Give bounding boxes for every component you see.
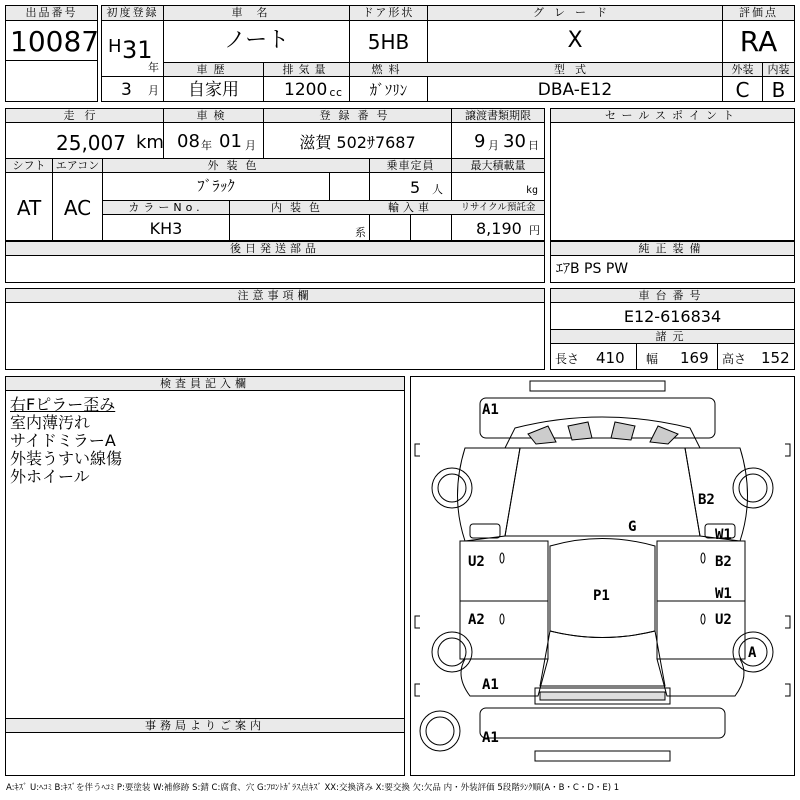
transfer-label: 譲渡書類期限: [465, 109, 531, 122]
color-no: KH3: [149, 219, 183, 238]
inspection-year-unit: 年: [201, 139, 212, 152]
car-name: ノート: [223, 28, 290, 53]
sales-points-label: セールスポイント: [604, 109, 740, 122]
era: H: [108, 36, 122, 57]
mileage-unit: km: [136, 132, 164, 153]
inspector-note: 外ホイール: [10, 467, 90, 486]
history: 自家用: [188, 80, 239, 100]
ext-color: ﾌﾞﾗｯｸ: [197, 177, 235, 195]
exterior-grade: C: [735, 78, 750, 102]
mileage: 25,007: [56, 131, 126, 155]
transfer-month-unit: 月: [488, 139, 499, 152]
inspector-note: 室内薄汚れ: [10, 413, 91, 432]
recycle-unit: 円: [529, 224, 540, 237]
displacement: 1200: [284, 80, 328, 100]
mark-right-front-door: B2: [715, 554, 732, 570]
mark-right-rear-door: U2: [715, 612, 732, 628]
mark-right-rear-pillar: W1: [715, 586, 732, 602]
car-diagram: [410, 376, 795, 776]
import-label: 輸入車: [388, 201, 433, 214]
height-label: 高さ: [722, 352, 747, 366]
mark-bonnet: G: [628, 519, 637, 535]
inspector-note: サイドミラーA: [10, 431, 116, 450]
dims-label: 諸元: [655, 330, 690, 343]
width: 169: [680, 349, 709, 367]
first-reg-label: 初度登録: [106, 6, 159, 19]
ext-color-label: 外装色: [207, 159, 265, 172]
height: 152: [761, 349, 790, 367]
inspector-notes: [10, 396, 122, 486]
reg-no-label: 登録番号: [319, 109, 396, 122]
score: RA: [739, 25, 778, 58]
mark-left-rear-door: A2: [468, 612, 485, 628]
fuel-label: 燃料: [371, 63, 406, 76]
mark-right-rear-wheel: A: [748, 645, 757, 661]
capacity-unit: 人: [432, 183, 443, 196]
inspection-label: 車検: [196, 109, 231, 122]
recycle-label: リサイクル預託金: [460, 202, 536, 213]
recycle-fee: 8,190: [476, 219, 522, 238]
color-no-label: カラーNo.: [128, 201, 204, 214]
displacement-unit: cc: [329, 86, 343, 99]
displacement-label: 排気量: [282, 63, 331, 76]
width-label: 幅: [646, 352, 659, 366]
inspection-month: 01: [219, 131, 242, 152]
history-label: 車歴: [196, 63, 231, 76]
int-color-unit: 系: [355, 226, 366, 239]
transfer-day: 30: [503, 131, 526, 152]
mark-rear-bumper: A1: [482, 730, 499, 746]
transfer-month: 9: [474, 131, 486, 152]
mark-rear-left-quarter: A1: [482, 677, 499, 693]
max-load-label: 最大積載量: [470, 159, 526, 172]
chassis-label: 車台番号: [638, 289, 707, 302]
aircon-label: エアコン: [55, 159, 100, 172]
front-bumper-outline: [530, 381, 665, 391]
mark-roof: P1: [593, 588, 610, 604]
equipment: ｴｱB PS PW: [556, 261, 629, 277]
interior-grade: B: [771, 78, 786, 102]
sales-points-box: [550, 108, 795, 241]
grade-label: グレード: [533, 6, 617, 19]
year-unit: 年: [148, 61, 159, 74]
model: DBA-E12: [537, 80, 613, 100]
first-reg-year: 31: [122, 36, 153, 64]
later-parts-label: 後日発送部品: [230, 242, 320, 255]
detail-grid: [5, 108, 545, 241]
door-type: 5HB: [367, 30, 410, 54]
mark-front-right-fender: B2: [698, 492, 715, 508]
capacity: 5: [410, 178, 421, 197]
score-label: 評価点: [739, 6, 778, 19]
interior-label: 内装: [767, 63, 790, 76]
shift: AT: [16, 196, 42, 220]
equipment-label: 純正装備: [638, 242, 707, 255]
inspector-note: 外装うすい線傷: [10, 449, 123, 468]
length-label: 長さ: [555, 352, 580, 366]
reg-no: 滋賀 502ｻ7687: [299, 133, 416, 152]
grade: X: [567, 28, 583, 53]
inspection-month-unit: 月: [245, 139, 256, 152]
lot-number: 10087: [10, 25, 100, 58]
inspection-year: 08: [177, 131, 200, 152]
first-reg-month: 3: [121, 80, 132, 100]
front-panel-outline: [480, 398, 715, 438]
model-label: 型式: [554, 63, 596, 76]
exterior-label: 外装: [731, 63, 754, 76]
inspector-note: 右Fピラー歪み: [10, 395, 116, 414]
mark-left-front-door: U2: [468, 554, 485, 570]
inspector-label: 検査員記入欄: [160, 377, 250, 390]
int-color-label: 内装色: [271, 201, 328, 214]
lot-number-label: 出品番号: [25, 6, 78, 19]
month-unit: 月: [148, 84, 159, 97]
door-label: ドア形状: [362, 6, 415, 19]
capacity-label: 乗車定員: [386, 159, 435, 172]
notes-label: 注意事項欄: [237, 289, 313, 302]
office-label: 事務局よりご案内: [145, 719, 265, 732]
shift-label: シフト: [12, 159, 46, 172]
max-load-unit: kg: [526, 185, 539, 196]
damage-legend: A:ｷｽﾞ U:ﾍｺﾐ B:ｷｽﾞを伴うﾍｺﾐ P:要塗装 W:補修跡 S:錆 C:腐食、穴 G:ﾌﾛﾝﾄｶﾞﾗｽ点ｷｽﾞ XX:交換済み X:要交換 欠:欠品 内・外装評価 5段階ﾗﾝｸ順(A・B・C・D・E) 1: [6, 783, 620, 793]
mark-front-bumper: A1: [482, 402, 499, 418]
aircon: AC: [63, 196, 92, 220]
length: 410: [596, 349, 625, 367]
chassis-no: E12-616834: [623, 307, 722, 326]
car-name-label: 車名: [231, 6, 282, 19]
mark-right-front-pillar: W1: [715, 527, 732, 543]
mileage-label: 走行: [63, 109, 106, 122]
transfer-day-unit: 日: [528, 139, 539, 152]
fuel: ｶﾞｿﾘﾝ: [369, 81, 408, 99]
